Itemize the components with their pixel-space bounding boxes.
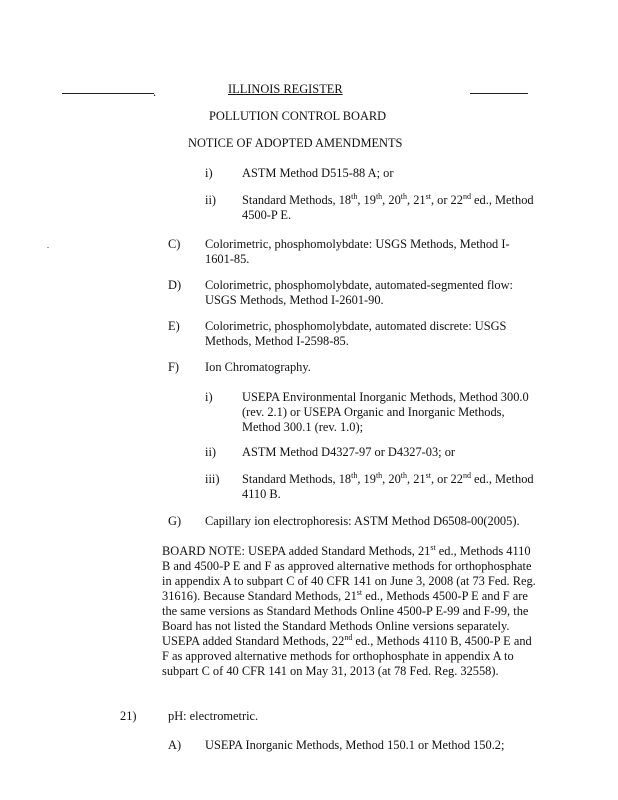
item-C-line2: 1601-85. [205, 252, 250, 266]
item-E-line2: Methods, Method I-2598-85. [205, 334, 349, 348]
item-F-i-line2: (rev. 2.1) or USEPA Organic and Inorganic Methods, [242, 405, 505, 419]
board-note-line: B and 4500-P E and F as approved alternative methods for orthophosphate [162, 559, 532, 573]
item-E-line1: Colorimetric, phosphomolybdate, automated discrete: USGS [205, 319, 507, 333]
item-F-iii-line1: Standard Methods, 18th, 19th, 20th, 21st, or 22nd ed., Method [242, 470, 534, 486]
item-F-ii-text: ASTM Method D4327-97 or D4327-03; or [242, 445, 456, 459]
board-note-line: 31616). Because Standard Methods, 21st ed., Methods 4500-P E and F are [162, 587, 528, 603]
item-F-text: Ion Chromatography. [205, 360, 311, 374]
item-G-label: G) [168, 514, 182, 528]
item-F-iii-label: iii) [205, 472, 220, 486]
item-ii-line1: Standard Methods, 18th, 19th, 20th, 21st, or 22nd ed., Method [242, 191, 534, 207]
board-note-line: F as approved alternative methods for orthophosphate in appendix A to [162, 649, 514, 663]
board-title: POLLUTION CONTROL BOARD [209, 109, 387, 123]
header-dot-left: . [153, 85, 157, 99]
item-F-iii-line2: 4110 B. [242, 487, 281, 501]
item-21-label: 21) [120, 709, 137, 723]
board-note-line: BOARD NOTE: USEPA added Standard Methods, 21st ed., Methods 4110 [162, 542, 531, 558]
item-F-i-line3: Method 300.1 (rev. 1.0); [242, 420, 364, 434]
item-F-i-label: i) [205, 390, 213, 404]
register-title: ILLINOIS REGISTER [228, 82, 343, 96]
item-D-line1: Colorimetric, phosphomolybdate, automated-segmented flow: [205, 278, 513, 292]
board-note-line: Board has not listed the Standard Methods Online versions separately. [162, 619, 510, 633]
item-G-text: Capillary ion electrophoresis: ASTM Method D6508-00(2005). [205, 514, 520, 528]
header-rule-right [470, 93, 528, 94]
item-21-A-text: USEPA Inorganic Methods, Method 150.1 or Method 150.2; [205, 738, 505, 752]
item-F-label: F) [168, 360, 180, 374]
item-D-line2: USGS Methods, Method I-2601-90. [205, 293, 384, 307]
board-note-line: the same versions as Standard Methods Online 4500-P E-99 and F-99, the [162, 604, 529, 618]
item-i-label: i) [205, 166, 213, 180]
item-F-i-line1: USEPA Environmental Inorganic Methods, Method 300.0 [242, 390, 529, 404]
scan-speck: . [47, 241, 49, 250]
item-C-label: C) [168, 237, 181, 251]
item-21-A-label: A) [168, 738, 182, 752]
board-note-line: in appendix A to subpart C of 40 CFR 141 on June 3, 2008 (at 73 Fed. Reg. [162, 574, 536, 588]
item-ii-label: ii) [205, 193, 217, 207]
item-ii-line2: 4500-P E. [242, 208, 292, 222]
item-D-label: D) [168, 278, 182, 292]
item-E-label: E) [168, 319, 180, 333]
item-21-text: pH: electrometric. [168, 709, 259, 723]
header-rule-left [62, 93, 154, 94]
item-F-ii-label: ii) [205, 445, 217, 459]
notice-title: NOTICE OF ADOPTED AMENDMENTS [188, 136, 403, 150]
item-C-line1: Colorimetric, phosphomolybdate: USGS Methods, Method I- [205, 237, 510, 251]
item-i-text: ASTM Method D515-88 A; or [242, 166, 394, 180]
board-note-line: USEPA added Standard Methods, 22nd ed., Methods 4110 B, 4500-P E and [162, 632, 532, 648]
board-note-line: subpart C of 40 CFR 141 on May 31, 2013 (at 78 Fed. Reg. 32558). [162, 664, 499, 678]
